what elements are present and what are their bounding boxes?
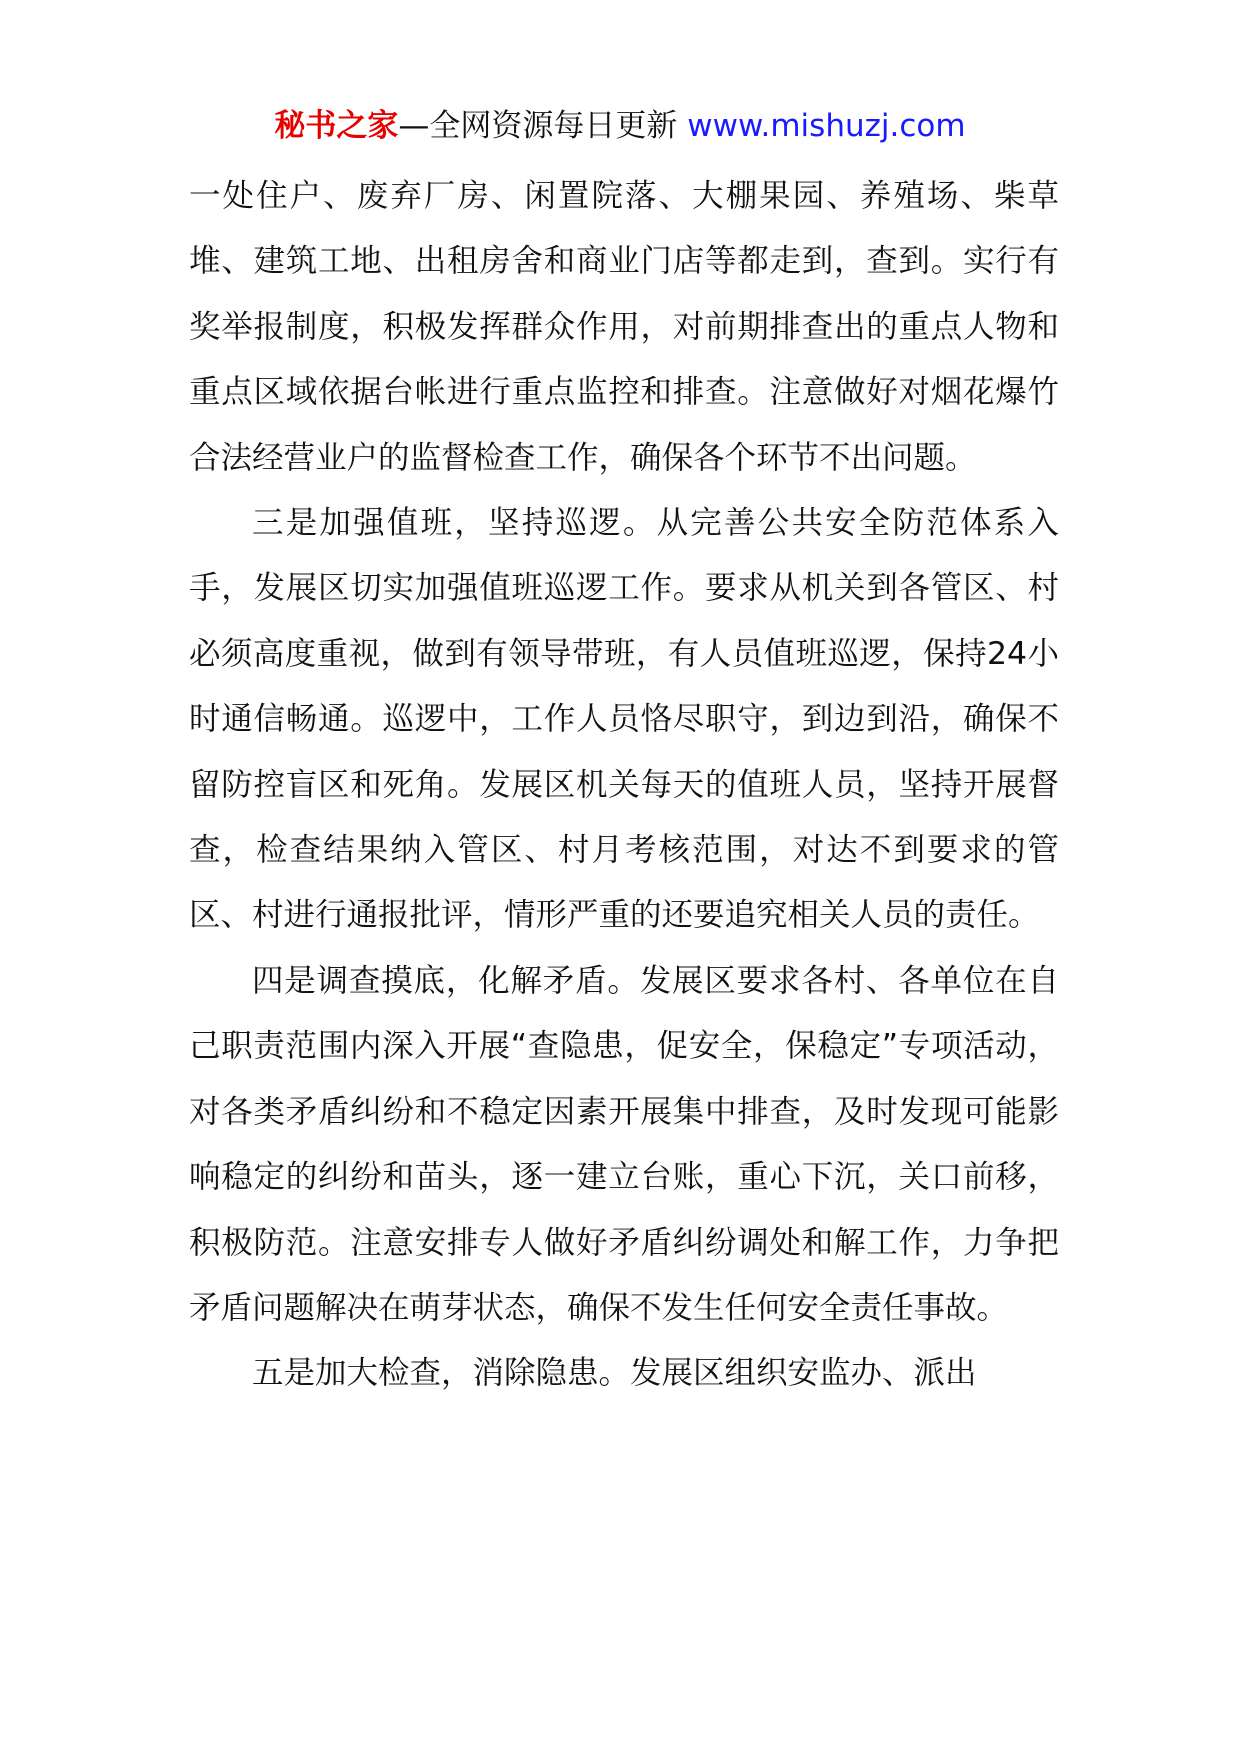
header-tagline: —全网资源每日更新 <box>398 108 688 144</box>
paragraph-lead: 三是加强值班，坚持巡逻。 <box>252 505 657 542</box>
paragraph-lead: 四是调查摸底，化解矛盾。 <box>252 962 640 999</box>
paragraph-continued <box>189 164 1059 491</box>
site-url-link[interactable]: www.mishuzj.com <box>687 108 966 144</box>
paragraph-item-5 <box>189 1341 1059 1406</box>
paragraph-lead: 五是加大检查，消除隐患。 <box>252 1355 631 1392</box>
paragraph-text: 发展区组织安监办、派出 <box>630 1355 977 1392</box>
document-body <box>189 164 1059 1407</box>
paragraph-item-3 <box>189 491 1059 949</box>
site-header <box>0 104 1240 148</box>
paragraph-text: 从完善公共安全防范体系入手，发展区切实加强值班巡逻工作。要求从机关到各管区、村必须高度重视，做到有领导带班，有人员值班巡逻，保持24小时通信畅通。巡逻中，工作人员恪尽职守，到边到沿，确保不留防控盲区和死角。发展区机关每天的值班人员，坚持开展督查，检查结果纳入管区、村月考核范围，对达不到要求的管区、村进行通报批评，情形严重的还要追究相关人员的责任。 <box>189 505 1059 934</box>
paragraph-text: 一处住户、废弃厂房、闲置院落、大棚果园、养殖场、柴草堆、建筑工地、出租房舍和商业门店等都走到，查到。实行有奖举报制度，积极发挥群众作用，对前期排查出的重点人物和重点区域依据台帐进行重点监控和排查。注意做好对烟花爆竹合法经营业户的监督检查工作，确保各个环节不出问题。 <box>189 178 1059 476</box>
paragraph-item-4 <box>189 949 1059 1341</box>
paragraph-text: 发展区要求各村、各单位在自己职责范围内深入开展“查隐患，促安全，保稳定”专项活动，对各类矛盾纠纷和不稳定因素开展集中排查，及时发现可能影响稳定的纠纷和苗头，逐一建立台账，重心下沉，关口前移，积极防范。注意安排专人做好矛盾纠纷调处和解工作，力争把矛盾问题解决在萌芽状态，确保不发生任何安全责任事故。 <box>189 962 1059 1326</box>
brand-name: 秘书之家 <box>274 108 399 144</box>
